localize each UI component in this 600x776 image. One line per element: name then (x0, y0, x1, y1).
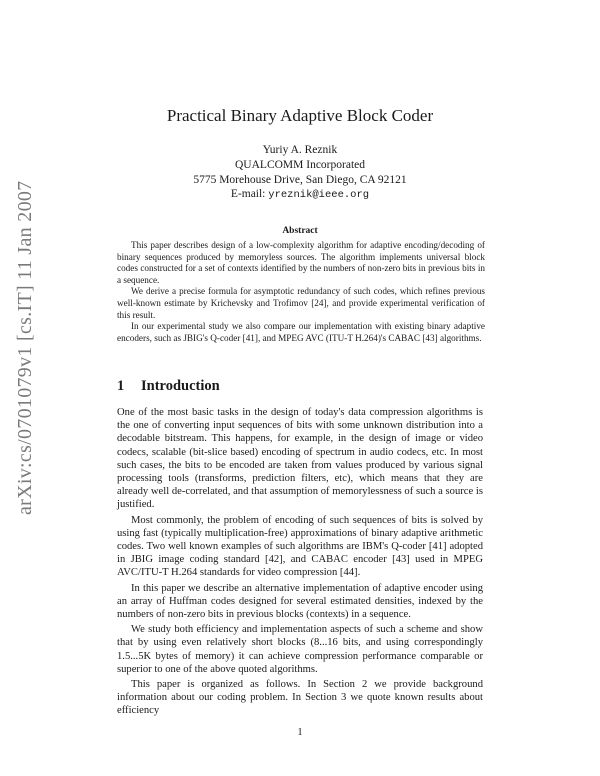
body-paragraph: One of the most basic tasks in the design of today's data compression algorithms is the one of converting input sequences of bits with some unknown distribution into a decodable bitstream. This happens, for example, in the design of image or video codecs, scalable (bit-slice based) encoding of spectrum in audio codecs, etc. In most such cases, the bits to be encoded are taken from values produced by various signal processing tools (transforms, prediction filters, etc), which means that they are already well de-correlated, and that assumption of memorylessness of such a source is justified. (117, 407, 483, 511)
body-paragraph: Most commonly, the problem of encoding of such sequences of bits is solved by using fast (typically multiplication-free) approximations of binary adaptive arithmetic codes. Two well known examples of such algorithms are IBM's Q-coder [41] adopted in JBIG image coding standard [42], and CABAC encoder [43] used in MPEG AVC/ITU-T H.264 standards for video compression [44]. (117, 514, 483, 579)
author-email-line (0, 187, 600, 203)
email-label: E-mail: (230, 188, 269, 201)
introduction-body (117, 406, 483, 720)
author-email: yreznik@ieee.org (268, 189, 370, 202)
paper-title: Practical Binary Adaptive Block Coder (166, 106, 434, 125)
body-paragraph: In this paper we describe an alternative implementation of adaptive encoder using an array of Huffman codes designed for several estimated densities, indexed by the numbers of non-zero bits in previous blocks (contexts) in a sequence. (117, 582, 483, 621)
section-number: 1 (117, 378, 125, 394)
abstract-paragraph: We derive a precise formula for asymptotic redundancy of such codes, which refines previous well-known estimate by Krichevsky and Trofimov [24], and provide experimental verification of this result. (117, 286, 485, 320)
author-affiliation: QUALCOMM Incorporated (235, 158, 365, 171)
abstract-paragraph: This paper describes design of a low-complexity algorithm for adaptive encoding/decoding of binary sequences produced by memoryless sources. The algorithm implements universal block codes constructed for a set of contexts identified by the numbers of non-zero bits in previous bits in a sequence. (117, 240, 485, 285)
author-address: 5775 Morehouse Drive, San Diego, CA 92121 (193, 173, 407, 186)
section-heading (117, 378, 220, 395)
body-paragraph: We study both efficiency and implementation aspects of such a scheme and show that by using even relatively short blocks (8...16 bits, and using correspondingly 1.5...5K bytes of memory) it can achieve compression performance comparable or superior to one of the above quoted algorithms. (117, 624, 483, 675)
body-paragraph: This paper is organized as follows. In Section 2 we provide background information about our coding problem. In Section 3 we quote known results about efficiency (117, 679, 483, 717)
abstract-body (117, 240, 485, 344)
arxiv-identifier-stamp: arXiv:cs/0701079v1 [cs.IT] 11 Jan 2007 (14, 180, 36, 515)
author-block (0, 143, 600, 203)
page-number: 1 (297, 727, 303, 738)
abstract-heading: Abstract (282, 226, 318, 236)
section-title: Introduction (141, 378, 220, 394)
author-name: Yuriy A. Reznik (262, 144, 338, 156)
abstract-paragraph: In our experimental study we also compare our implementation with existing binary adaptive encoders, such as JBIG's Q-coder [41], and MPEG AVC (ITU-T H.264)'s CABAC [43] algorithms. (117, 321, 485, 343)
